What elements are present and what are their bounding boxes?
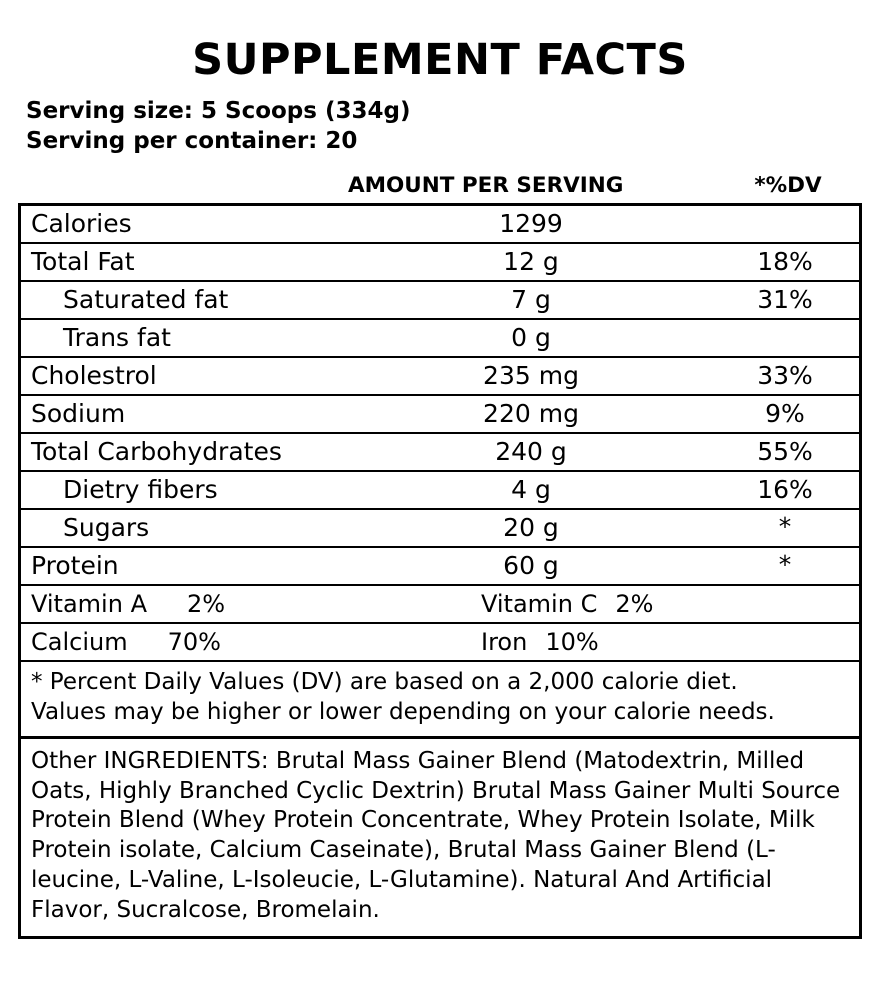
table-row (21, 282, 859, 320)
serving-size-text: Serving size: 5 Scoops (334g) (26, 98, 411, 125)
vitamin-value: 2% (186, 589, 226, 618)
column-headers (18, 173, 862, 198)
nutrient-dv: 9% (765, 399, 805, 429)
table-row (21, 358, 859, 396)
vitamin-value: 2% (615, 589, 654, 618)
ingredients-text: Other INGREDIENTS: Brutal Mass Gainer Blend (Matodextrin, Milled Oats, Highly Branched Cyclic Dextrin) Brutal Mass Gainer Multi Source Protein Blend (Whey Protein Concentrate, Whey Protein Isolate, Milk Protein isolate, Calcium Caseinate), Brutal Mass Gainer Blend (L-leucine, L-Valine, L-Isoleucie, L-Glutamine). Natural And Artificial Flavor, Sucralcose, Bromelain. (31, 747, 841, 924)
nutrient-label: Total Carbohydrates (31, 437, 282, 467)
nutrient-amount: 4 g (511, 475, 551, 505)
vitamin-cell (21, 590, 481, 618)
table-row (21, 206, 859, 244)
table-row (21, 472, 859, 510)
nutrient-amount: 220 mg (483, 399, 579, 429)
table-row (21, 320, 859, 358)
nutrient-dv: 16% (757, 475, 813, 505)
nutrient-dv: 33% (757, 361, 813, 391)
nutrient-label: Trans fat (63, 323, 171, 353)
vitamin-label: Vitamin A (31, 589, 147, 618)
nutrition-table (18, 203, 862, 939)
vitamin-cell (21, 628, 481, 656)
nutrient-label: Calories (31, 209, 132, 239)
table-row-vitamins (21, 624, 859, 662)
nutrient-amount: 12 g (503, 247, 559, 277)
nutrient-amount: 240 g (495, 437, 567, 467)
nutrient-dv (711, 320, 859, 356)
table-row-vitamins (21, 586, 859, 624)
vitamin-label: Vitamin C (481, 589, 598, 618)
vitamin-cell (481, 590, 859, 618)
header-amount-per-serving: AMOUNT PER SERVING (348, 172, 624, 198)
vitamin-value: 70% (167, 627, 221, 656)
table-row (21, 244, 859, 282)
nutrient-dv: * (778, 549, 792, 579)
vitamin-cell (481, 628, 859, 656)
nutrient-amount: 235 mg (483, 361, 579, 391)
nutrient-amount: 0 g (511, 323, 551, 353)
nutrient-amount: 7 g (511, 285, 551, 315)
footnote-line-1: * Percent Daily Values (DV) are based on a 2,000 calorie diet. (31, 668, 738, 695)
nutrient-label: Cholestrol (31, 361, 157, 391)
page-title: SUPPLEMENT FACTS (192, 35, 688, 85)
table-row (21, 510, 859, 548)
nutrient-amount: 1299 (499, 209, 563, 239)
nutrient-dv: 55% (757, 437, 813, 467)
servings-per-container-text: Serving per container: 20 (26, 128, 358, 155)
vitamin-label: Calcium (31, 627, 128, 656)
nutrient-dv: 18% (757, 247, 813, 277)
nutrient-label: Dietry fibers (63, 475, 218, 505)
nutrient-label: Sugars (63, 513, 150, 543)
nutrient-label: Total Fat (31, 247, 135, 277)
nutrient-amount: 20 g (503, 513, 559, 543)
table-row (21, 434, 859, 472)
nutrient-label: Saturated fat (63, 285, 229, 315)
nutrient-label: Sodium (31, 399, 126, 429)
nutrient-dv (711, 206, 859, 242)
vitamin-value: 10% (545, 627, 599, 656)
table-row (21, 396, 859, 434)
header-daily-value: *%DV (754, 172, 822, 198)
nutrient-label: Protein (31, 551, 119, 581)
daily-value-footnote (21, 662, 859, 739)
nutrient-amount: 60 g (503, 551, 559, 581)
table-row (21, 548, 859, 586)
nutrient-dv: 31% (757, 285, 813, 315)
nutrient-dv: * (778, 511, 792, 541)
footnote-line-2: Values may be higher or lower depending on your calorie needs. (31, 698, 775, 725)
vitamin-label: Iron (481, 627, 528, 656)
